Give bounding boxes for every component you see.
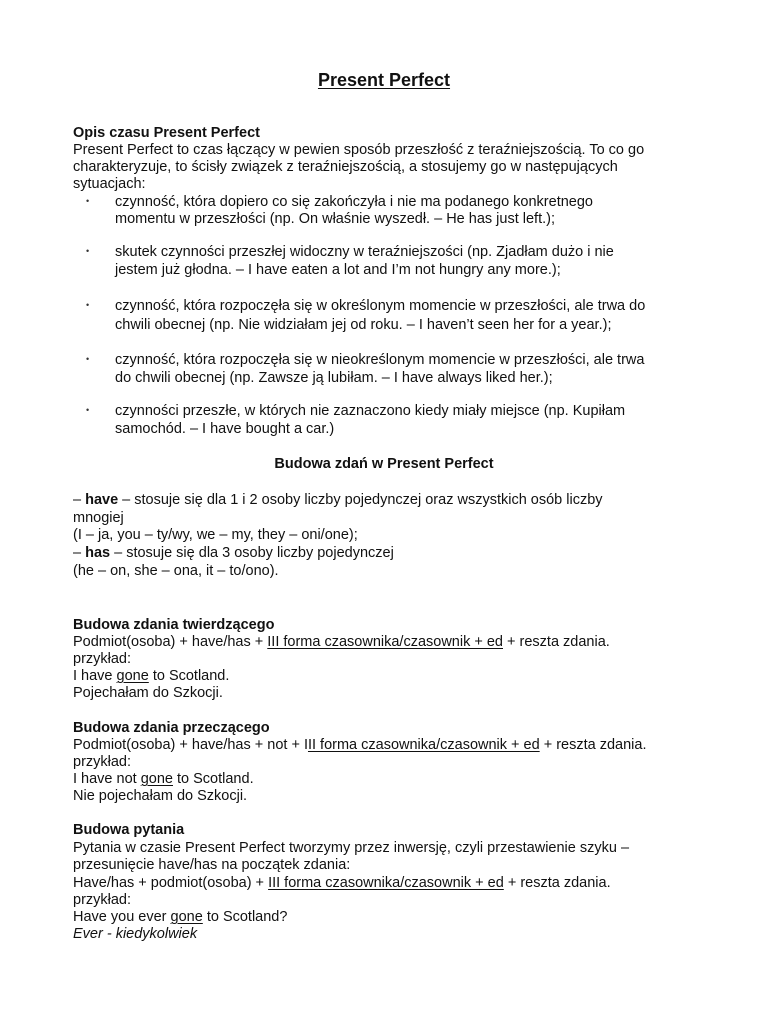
- formula-start: Have/has + podmiot(osoba) +: [73, 875, 269, 891]
- intro-heading: Opis czasu Present Perfect: [73, 125, 260, 141]
- example-verb: gone: [170, 909, 203, 925]
- have-rule-continuation: mnogiej: [73, 510, 124, 526]
- example-start: Have you ever: [73, 909, 171, 925]
- have-pronouns: (I – ja, you – ty/wy, we – my, they – oni/one);: [73, 527, 358, 543]
- have-keyword: have: [85, 492, 119, 508]
- question-description-line: przesunięcie have/has na początek zdania:: [73, 857, 351, 873]
- has-prefix: –: [73, 545, 86, 561]
- example-end: to Scotland.: [148, 668, 230, 684]
- formula-end: + reszta zdania.: [503, 634, 610, 650]
- bullet-line: jestem już głodna. – I have eaten a lot and I’m not hungry any more.);: [115, 262, 561, 278]
- formula-end: + reszta zdania.: [503, 875, 611, 891]
- page-title: Present Perfect: [317, 70, 451, 90]
- vocab-note: Ever - kiedykolwiek: [73, 926, 198, 942]
- bullet-icon: •: [86, 246, 90, 256]
- question-heading: Budowa pytania: [73, 822, 185, 838]
- bullet-line: skutek czynności przeszłej widoczny w teraźniejszości (np. Zjadłam dużo i nie: [115, 244, 614, 260]
- bullet-icon: •: [86, 196, 90, 206]
- affirmative-example: [73, 668, 229, 685]
- question-description-line: Pytania w czasie Present Perfect tworzymy przez inwersję, czyli przestawienie szyku –: [73, 840, 630, 856]
- question-example: [73, 909, 287, 926]
- example-label: przykład:: [73, 754, 132, 770]
- example-verb: gone: [116, 668, 149, 684]
- affirmative-formula: [73, 634, 610, 651]
- intro-line: Present Perfect to czas łączący w pewien sposób przeszłość z teraźniejszością. To co go: [73, 142, 645, 158]
- example-label: przykład:: [73, 892, 132, 908]
- has-rule-text: – stosuje się dla 3 osoby liczby pojedynczej: [110, 545, 394, 561]
- has-keyword: has: [85, 545, 111, 561]
- bullet-line: momentu w przeszłości (np. On właśnie wyszedł. – He has just left.);: [115, 211, 555, 227]
- bullet-line: chwili obecnej (np. Nie widziałam jej od roku. – I haven’t seen her for a year.);: [115, 317, 612, 333]
- have-rule-line: [73, 492, 603, 509]
- bullet-line: czynności przeszłe, w których nie zaznaczono kiedy miały miejsce (np. Kupiłam: [115, 403, 626, 419]
- negative-heading: Budowa zdania przeczącego: [73, 720, 270, 736]
- formula-start: Podmiot(osoba) + have/has + not + I: [73, 737, 308, 753]
- negative-example: [73, 771, 254, 788]
- example-start: I have: [73, 668, 117, 684]
- have-rule-text: – stosuje się dla 1 i 2 osoby liczby pojedynczej oraz wszystkich osób liczby: [118, 492, 603, 508]
- bullet-icon: •: [86, 405, 90, 415]
- bullet-line: czynność, która rozpoczęła się w nieokreślonym momencie w przeszłości, ale trwa: [115, 352, 645, 368]
- formula-start: Podmiot(osoba) + have/has +: [73, 634, 268, 650]
- question-formula: [73, 875, 611, 892]
- affirmative-heading: Budowa zdania twierdzącego: [73, 617, 275, 633]
- has-pronouns: (he – on, she – ona, it – to/ono).: [73, 563, 279, 579]
- formula-end: + reszta zdania.: [539, 737, 647, 753]
- bullet-line: czynność, która dopiero co się zakończyła i nie ma podanego konkretnego: [115, 194, 593, 210]
- formula-verb: III forma czasownika/czasownik + ed: [268, 875, 504, 891]
- negative-formula: [73, 737, 646, 754]
- example-end: to Scotland.: [172, 771, 254, 787]
- bullet-line: do chwili obecnej (np. Zawsze ją lubiłam. – I have always liked her.);: [115, 370, 553, 386]
- bullet-icon: •: [86, 300, 90, 310]
- example-start: I have not: [73, 771, 141, 787]
- example-verb: gone: [140, 771, 173, 787]
- bullet-line: czynność, która rozpoczęła się w określonym momencie w przeszłości, ale trwa do: [115, 298, 646, 314]
- formula-verb: III forma czasownika/czasownik + ed: [267, 634, 503, 650]
- example-end: to Scotland?: [202, 909, 288, 925]
- has-rule-line: [73, 545, 394, 562]
- intro-line: charakteryzuje, to ścisły związek z teraźniejszością, a stosujemy go w następujących: [73, 159, 618, 175]
- bullet-icon: •: [86, 354, 90, 364]
- intro-line: sytuacjach:: [73, 176, 146, 192]
- have-prefix: –: [73, 492, 86, 508]
- formula-verb: II forma czasownika/czasownik + ed: [307, 737, 540, 753]
- negative-translation: Nie pojechałam do Szkocji.: [73, 788, 248, 804]
- structure-heading: Budowa zdań w Present Perfect: [274, 456, 494, 472]
- bullet-line: samochód. – I have bought a car.): [115, 421, 335, 437]
- affirmative-translation: Pojechałam do Szkocji.: [73, 685, 223, 701]
- example-label: przykład:: [73, 651, 132, 667]
